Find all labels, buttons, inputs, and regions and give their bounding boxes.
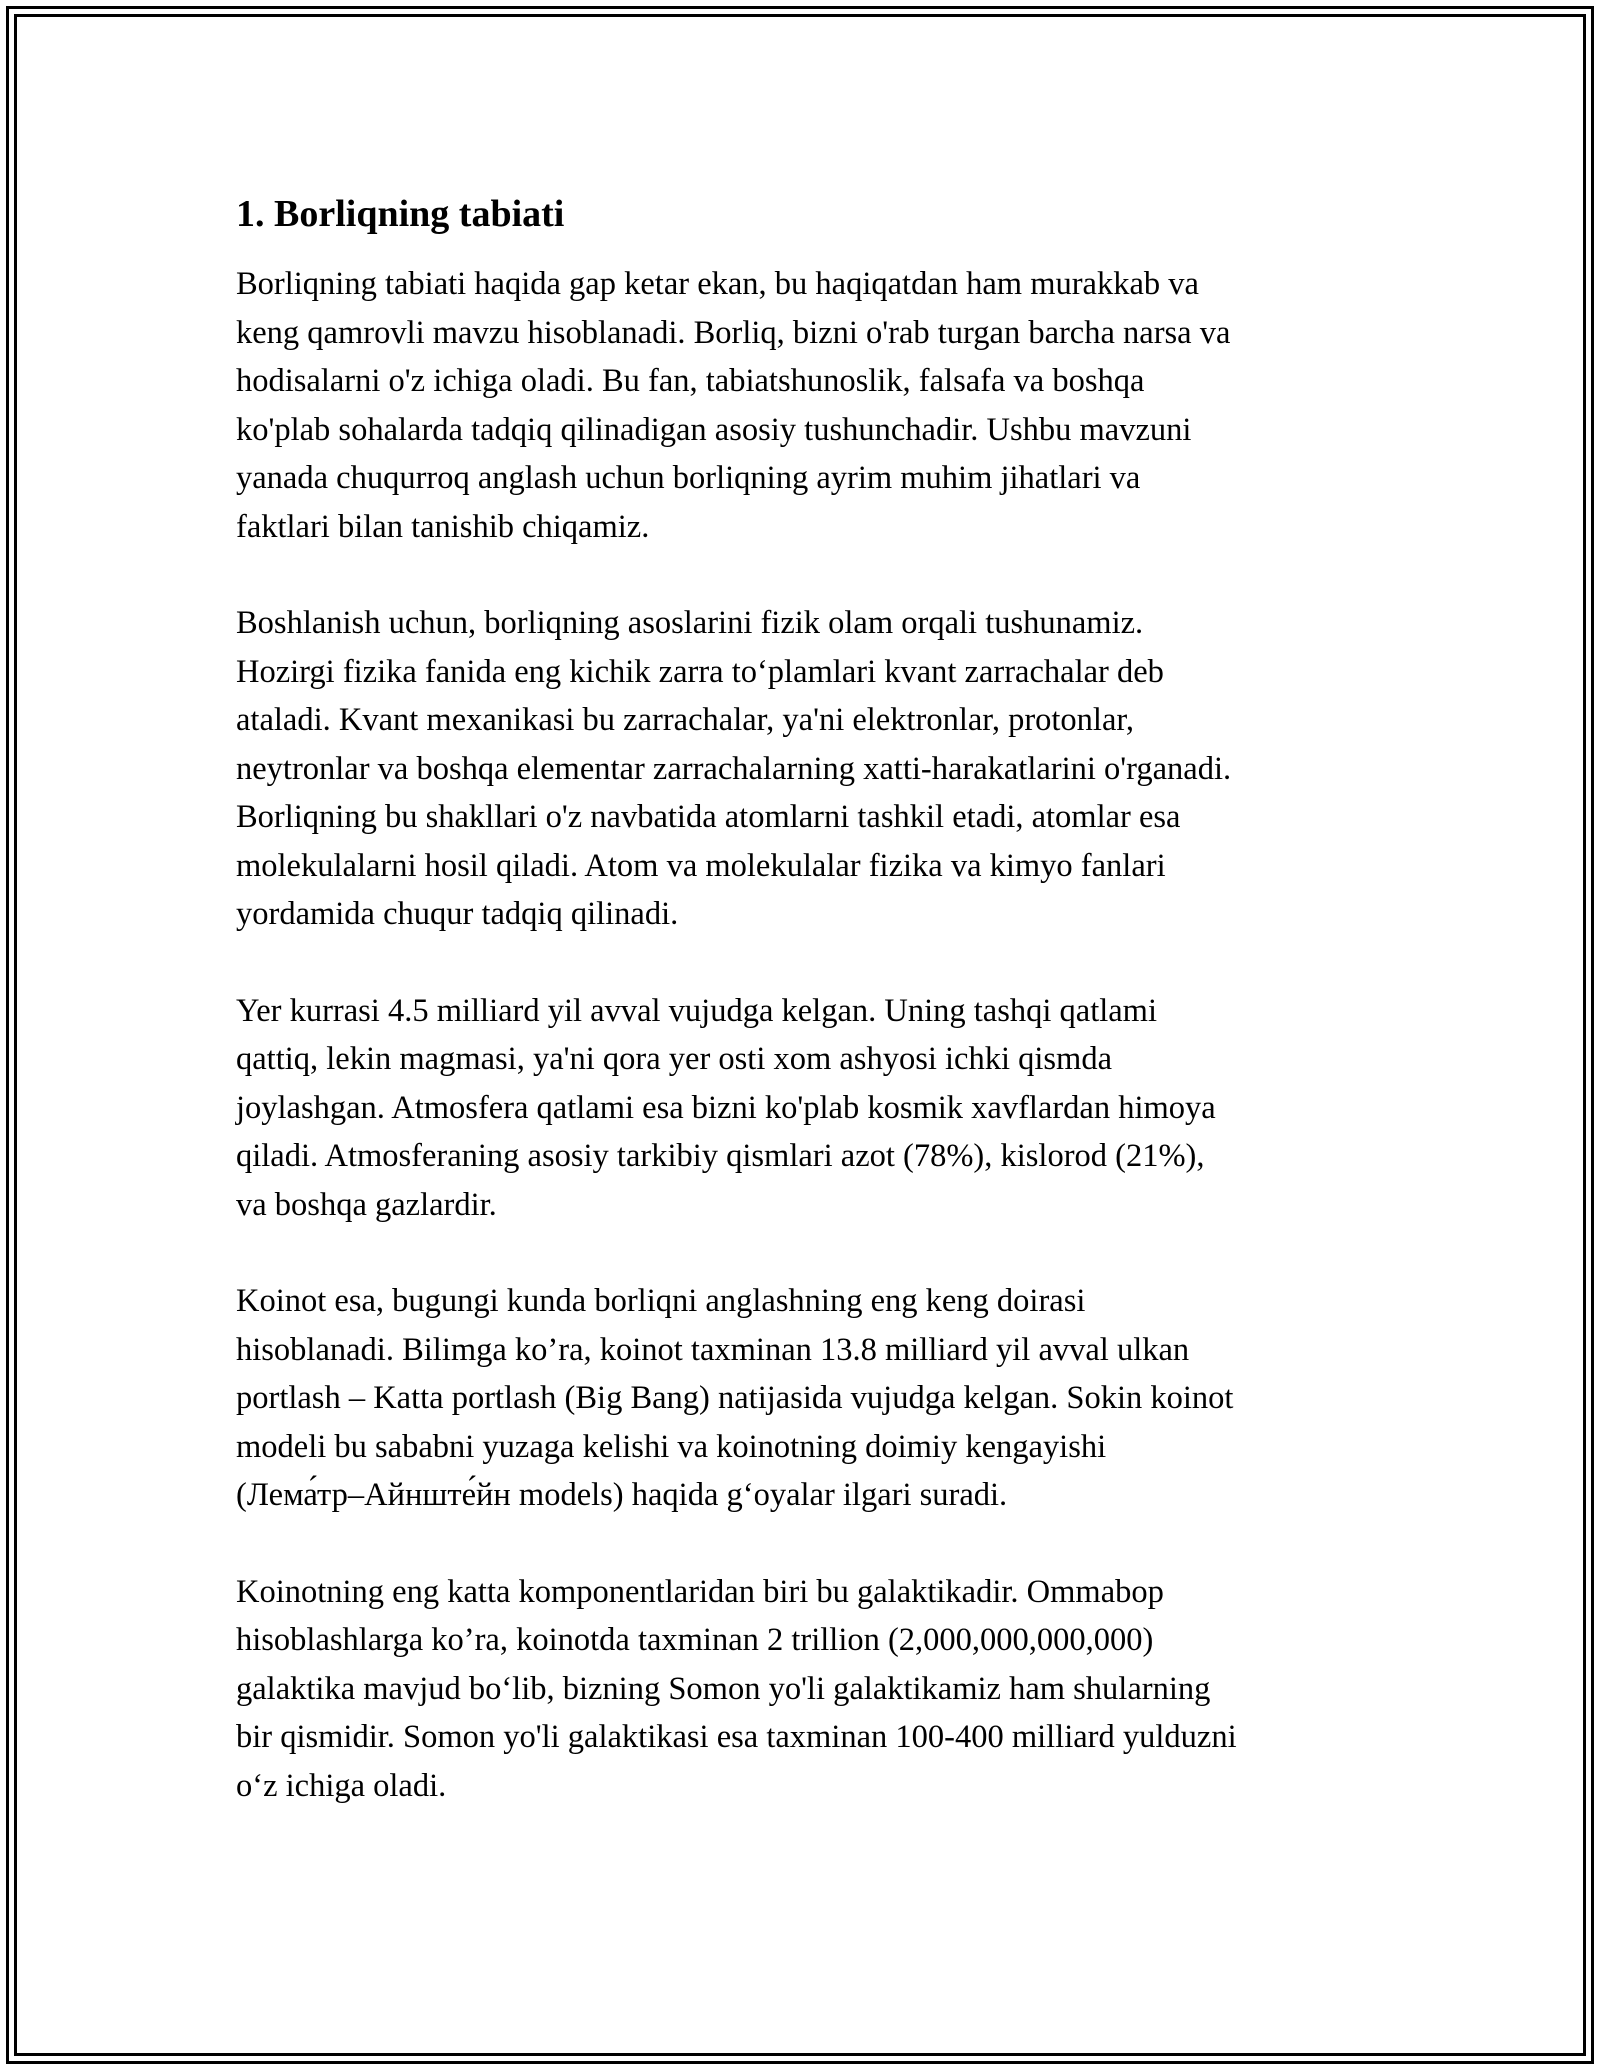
paragraph-line: hodisalarni o'z ichiga oladi. Bu fan, tabiatshunoslik, falsafa va boshqa (236, 363, 1145, 399)
paragraph-3 (236, 987, 1376, 1230)
paragraph-line: hisoblanadi. Bilimga ko’ra, koinot taxminan 13.8 milliard yil avval ulkan (236, 1331, 1190, 1368)
paragraph-2 (236, 599, 1376, 939)
paragraph-line: modeli bu sababni yuzaga kelishi va koinotning doimiy kengayishi (236, 1428, 1107, 1465)
paragraph-line: portlash – Katta portlash (Big Bang) natijasida vujudga kelgan. Sokin koinot (236, 1380, 1234, 1416)
paragraph-line: keng qamrovli mavzu hisoblanadi. Borliq, bizni o'rab turgan barcha narsa va (236, 314, 1231, 351)
paragraph-line: faktlari bilan tanishib chiqamiz. (236, 508, 650, 545)
paragraph-line: qattiq, lekin magmasi, ya'ni qora yer osti xom ashyosi ichki qismda (236, 1041, 1112, 1077)
paragraph-line: bir qismidir. Somon yo'li galaktikasi esa taxminan 100-400 milliard yulduzni (236, 1719, 1237, 1755)
paragraph-line: galaktika mavjud bo‘lib, bizning Somon yo'li galaktikamiz ham shularning (236, 1670, 1211, 1707)
paragraph-line: (Лема́тр–Айнште́йн models) haqida g‘oyalar ilgari suradi. (236, 1477, 1008, 1513)
paragraph-line: Koinot esa, bugungi kunda borliqni anglashning eng keng doirasi (236, 1283, 1086, 1319)
paragraph-line: Borliqning tabiati haqida gap ketar ekan, bu haqiqatdan ham murakkab va (236, 266, 1199, 302)
paragraph-line: yanada chuqurroq anglash uchun borliqning ayrim muhim jihatlari va (236, 460, 1141, 496)
paragraph-line: ko'plab sohalarda tadqiq qilinadigan asosiy tushunchadir. Ushbu mavzuni (236, 411, 1192, 448)
paragraph-line: molekulalarni hosil qiladi. Atom va molekulalar fizika va kimyo fanlari (236, 847, 1166, 884)
paragraph-line: Yer kurrasi 4.5 milliard yil avval vujudga kelgan. Uning tashqi qatlami (236, 992, 1157, 1029)
paragraph-line: ataladi. Kvant mexanikasi bu zarrachalar, ya'ni elektronlar, protonlar, (236, 702, 1135, 738)
paragraph-5 (236, 1568, 1376, 1811)
paragraph-line: va boshqa gazlardir. (236, 1186, 497, 1223)
paragraph-line: qiladi. Atmosferaning asosiy tarkibiy qismlari azot (78%), kislorod (21%), (236, 1138, 1205, 1174)
paragraph-line: o‘z ichiga oladi. (236, 1767, 447, 1804)
paragraph-line: joylashgan. Atmosfera qatlami esa bizni ko'plab kosmik xavflardan himoya (236, 1089, 1216, 1126)
paragraph-4 (236, 1277, 1376, 1520)
paragraph-line: Hozirgi fizika fanida eng kichik zarra to‘plamlari kvant zarrachalar deb (236, 653, 1164, 690)
paragraph-1 (236, 260, 1376, 551)
paragraph-line: neytronlar va boshqa elementar zarrachalarning xatti-harakatlarini o'rganadi. (236, 750, 1232, 787)
paragraph-line: Borliqning bu shakllari o'z navbatida atomlarni tashkil etadi, atomlar esa (236, 799, 1181, 835)
paragraph-line: Koinotning eng katta komponentlaridan biri bu galaktikadir. Ommabop (236, 1573, 1164, 1610)
section-heading: 1. Borliqning tabiati (236, 193, 565, 235)
paragraph-line: hisoblashlarga ko’ra, koinotda taxminan 2 trillion (2,000,000,000,000) (236, 1622, 1154, 1658)
document-body (236, 188, 1376, 1858)
paragraph-line: yordamida chuqur tadqiq qilinadi. (236, 896, 679, 932)
paragraph-line: Boshlanish uchun, borliqning asoslarini fizik olam orqali tushunamiz. (236, 605, 1144, 641)
